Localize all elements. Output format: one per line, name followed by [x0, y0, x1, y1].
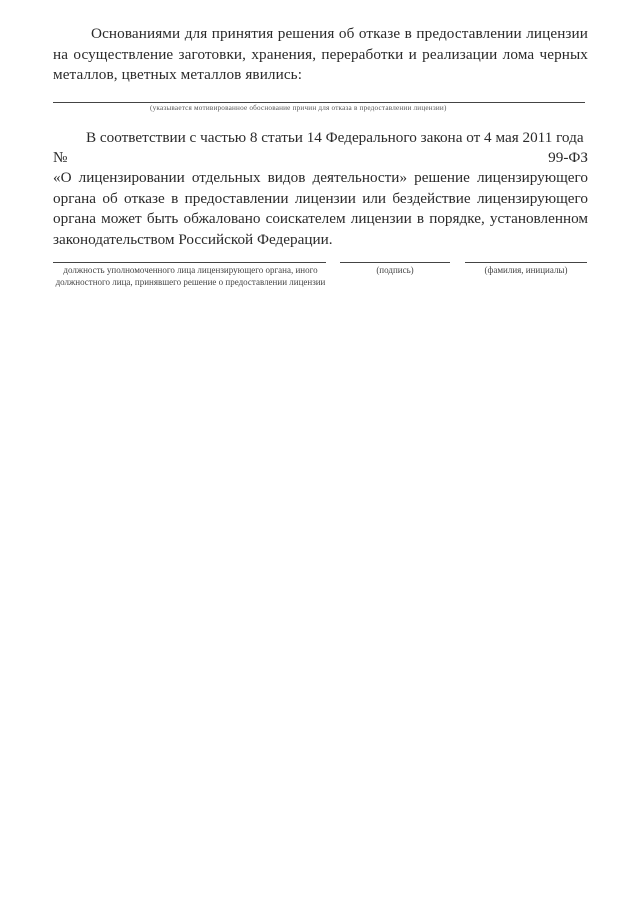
appeal-paragraph-rest: «О лицензировании отдельных видов деятельности» решение лицензирующего органа об отказе в предоставлении лицензии или бездействие лицензирующего органа может быть обжаловано соискателем лицензии в порядке, установленном законодательством Российской Федерации. [53, 169, 588, 248]
name-caption: (фамилия, инициалы) [484, 265, 568, 275]
appeal-paragraph-line1 [53, 128, 588, 149]
position-line [53, 262, 326, 263]
reason-caption: (указывается мотивированное обоснование причин для отказа в предоставлении лицензии) [150, 104, 447, 112]
refusal-grounds-paragraph: Основаниями для принятия решения об отказе в предоставлении лицензии на осуществление заготовки, хранения, переработки и реализации лома черных металлов, цветных металлов явились: [53, 25, 588, 83]
signature-line [340, 262, 450, 263]
name-line [465, 262, 587, 263]
appeal-line1-text: В соответствии с частью 8 статьи 14 Федерального закона от 4 мая 2011 года [86, 129, 584, 146]
position-caption: должность уполномоченного лица лицензирующего органа, иного должностного лица, принявшего решение о предоставлении лицензии [55, 265, 326, 287]
law-number: 99-ФЗ [548, 149, 588, 166]
reason-underline [53, 102, 585, 103]
appeal-paragraph-line2 [53, 148, 588, 169]
signature-caption: (подпись) [376, 265, 414, 275]
law-number-sign: № [53, 149, 68, 166]
